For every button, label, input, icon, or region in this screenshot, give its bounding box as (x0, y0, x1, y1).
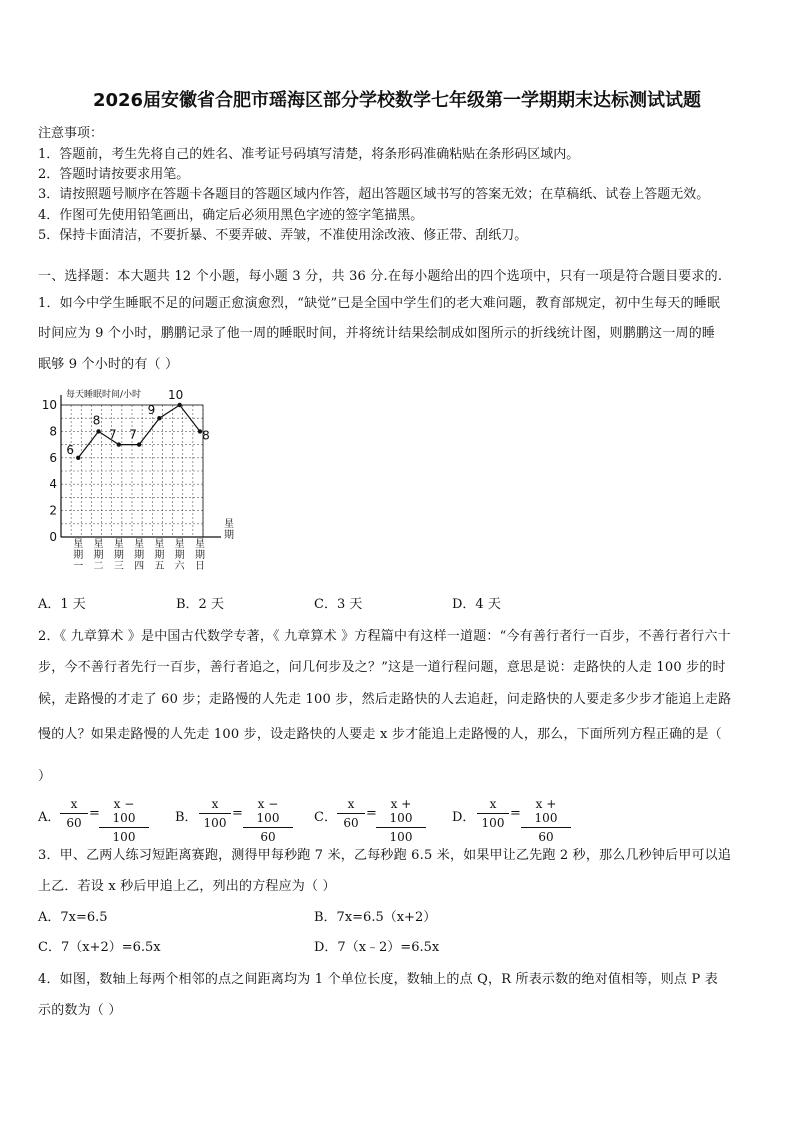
question-3-text: 上乙．若设 x 秒后甲追上乙，列出的方程应为（ ） (38, 879, 336, 894)
fraction (243, 797, 293, 844)
x-tick-label: 星期三 (113, 539, 124, 572)
denominator: 100 (203, 816, 227, 830)
q3-option-b: B．7x=6.5（x+2） (314, 910, 437, 925)
q2-option-label: C． (314, 810, 337, 825)
denominator: 60 (66, 816, 82, 830)
question-4-text: 4．如图，数轴上每两个相邻的点之间距离均为 1 个单位长度，数轴上的点 Q，R 所表示数的绝对值相等，则点 P 表 (38, 972, 718, 987)
equals-sign: = (366, 806, 377, 821)
denominator: 60 (260, 830, 276, 844)
q1-option-c: C．3 天 (314, 597, 363, 612)
fraction (199, 797, 231, 830)
data-point (157, 416, 161, 420)
notice-item: 1．答题前，考生先将自己的姓名、准考证号码填写清楚，将条形码准确粘贴在条形码区域内。 (38, 147, 580, 162)
q1-option-a: A．1 天 (38, 597, 86, 612)
q1-option-d: D．4 天 (452, 597, 501, 612)
data-point (177, 403, 181, 407)
question-1-text: 时间应为 9 个小时，鹏鹏记录了他一周的睡眠时间，并将统计结果绘制成如图所示的折线统计图，则鹏鹏这一周的睡 (38, 326, 716, 341)
q3-option-d: D．7（x﹣2）=6.5x (314, 940, 440, 955)
notice-heading: 注意事项： (38, 126, 104, 141)
y-tick-label: 0 (49, 530, 57, 544)
page-title: 2026届安徽省合肥市瑶海区部分学校数学七年级第一学期期末达标测试试题 (92, 90, 702, 111)
data-label: 9 (147, 403, 156, 418)
question-2-text: 候，走路慢的才走了 60 步；走路慢的人先走 100 步，然后走路快的人去追赶，问走路快的人要走多少步才能追上走路 (38, 692, 732, 707)
question-2-text: ） (38, 769, 52, 784)
numerator: x (70, 797, 78, 811)
numerator: x (489, 797, 497, 811)
numerator: x (347, 797, 355, 811)
fraction (521, 797, 571, 844)
question-1-text: 眠够 9 个小时的有（ ） (38, 357, 179, 372)
numerator: x − 100 (256, 797, 280, 825)
data-point (96, 429, 100, 433)
denominator: 100 (389, 830, 413, 844)
q2-option-label: B． (175, 810, 198, 825)
y-tick-label: 4 (49, 477, 57, 492)
data-label: 10 (168, 388, 184, 402)
fraction (376, 797, 426, 844)
numerator: x + 100 (534, 797, 558, 825)
denominator: 100 (112, 830, 136, 844)
data-label: 6 (66, 442, 75, 457)
x-axis-label: 星期 (224, 519, 234, 541)
x-tick-label: 星期六 (174, 539, 185, 572)
fraction (337, 797, 365, 830)
x-tick-label: 星期五 (154, 539, 165, 572)
q3-option-c: C．7（x+2）=6.5x (38, 940, 161, 955)
q2-option-label: A． (38, 810, 61, 825)
question-4-text: 示的数为（ ） (38, 1003, 122, 1018)
sleep-line-chart (36, 380, 246, 580)
x-tick-label: 星期四 (134, 539, 145, 572)
y-tick-labels (42, 398, 57, 544)
notice-item: 4．作图可先使用铅笔画出，确定后必须用黑色字迹的签字笔描黑。 (38, 208, 424, 223)
x-tick-label: 星期一 (73, 539, 84, 572)
denominator: 100 (481, 816, 505, 830)
numerator: x (211, 797, 219, 811)
data-label: 7 (108, 427, 117, 442)
fraction (99, 797, 149, 844)
numerator: x + 100 (389, 797, 413, 825)
data-label: 8 (92, 413, 101, 428)
x-tick-label: 星期日 (194, 539, 205, 572)
y-tick-label: 8 (49, 424, 57, 439)
notice-item: 3．请按照题号顺序在答题卡各题目的答题区域内作答，超出答题区域书写的答案无效；在草稿纸、试卷上答题无效。 (38, 187, 710, 202)
question-2-text: 步，今不善行者先行一百步，善行者追之，问几何步及之？”这是一道行程问题，意思是说：走路快的人走 100 步的时 (38, 660, 726, 675)
equals-sign: = (89, 806, 100, 821)
q2-option-label: D． (452, 810, 476, 825)
equals-sign: = (510, 806, 521, 821)
numerator: x − 100 (112, 797, 136, 825)
q3-option-a: A．7x=6.5 (38, 910, 108, 925)
question-1-text: 1．如今中学生睡眠不足的问题正愈演愈烈，“缺觉”已是全国中学生们的老大难问题，教育部规定，初中生每天的睡眠 (38, 296, 721, 311)
data-point (117, 442, 121, 446)
question-2-text: 2．《 九章算术 》是中国古代数学专著，《 九章算术 》方程篇中有这样一道题：“今有善行者行一百步，不善行者行六十 (38, 629, 731, 644)
fraction (477, 797, 509, 830)
chart-grid (61, 405, 203, 537)
notice-item: 5．保持卡面清洁，不要折暴、不要弄破、弄皱，不准使用涂改液、修正带、刮纸刀。 (38, 228, 528, 243)
x-tick-labels (73, 538, 205, 572)
q1-option-b: B．2 天 (176, 597, 224, 612)
y-tick-label: 6 (49, 450, 57, 465)
chart-axes (61, 395, 221, 537)
data-label: 7 (129, 427, 137, 442)
data-label: 8 (202, 428, 210, 443)
question-3-text: 3．甲、乙两人练习短距离赛跑，测得甲每秒跑 7 米，乙每秒跑 6.5 米，如果甲让乙先跑 2 秒，那么几秒钟后甲可以追 (38, 848, 732, 863)
data-point (137, 442, 141, 446)
data-point (76, 456, 80, 460)
fraction (60, 797, 88, 830)
y-tick-label: 10 (41, 398, 57, 412)
section-heading: 一、选择题：本大题共 12 个小题，每小题 3 分，共 36 分.在每小题给出的四个选项中，只有一项是符合题目要求的. (38, 269, 723, 284)
x-tick-label: 星期二 (93, 539, 104, 572)
equals-sign: = (232, 806, 243, 821)
notice-item: 2．答题时请按要求用笔。 (38, 167, 190, 182)
question-2-text: 慢的人？如果走路慢的人先走 100 步，设走路快的人要走 x 步才能追上走路慢的人，那么，下面所列方程正确的是（ (38, 727, 722, 742)
denominator: 60 (343, 816, 359, 830)
denominator: 60 (538, 830, 554, 844)
y-tick-label: 2 (49, 503, 57, 518)
y-axis-label: 每天睡眠时间/小时 (66, 390, 142, 400)
